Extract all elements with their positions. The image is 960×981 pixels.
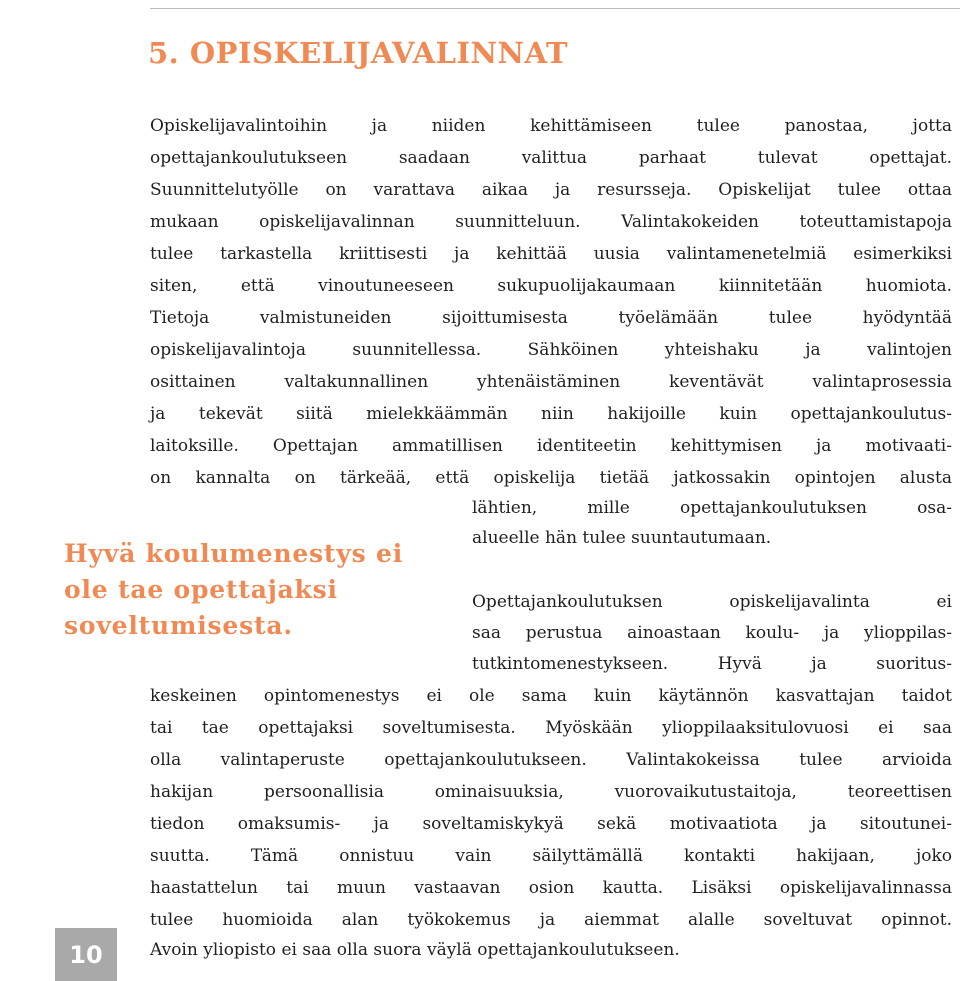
- body-line: osittainen valtakunnallinen yhtenäistäminen keventävät valintaprosessia: [150, 372, 952, 392]
- page-number: 10: [55, 928, 117, 981]
- body-line: ja tekevät siitä mielekkäämmän niin hakijoille kuin opettajankoulutus-: [150, 404, 952, 424]
- body-line: Opiskelijavalintoihin ja niiden kehittämiseen tulee panostaa, jotta: [150, 116, 952, 136]
- section-heading: 5. OPISKELIJAVALINNAT: [148, 36, 569, 70]
- body-line: siten, että vinoutuneeseen sukupuolijakaumaan kiinnitetään huomiota.: [150, 276, 952, 296]
- body-line: opiskelijavalintoja suunnitellessa. Sähköinen yhteishaku ja valintojen: [150, 340, 952, 360]
- top-rule: [150, 8, 960, 9]
- body-line: saa perustua ainoastaan koulu- ja ylioppilas-: [472, 623, 952, 643]
- body-line: Avoin yliopisto ei saa olla suora väylä opettajankoulutukseen.: [150, 940, 680, 960]
- body-line: Suunnittelutyölle on varattava aikaa ja resursseja. Opiskelijat tulee ottaa: [150, 180, 952, 200]
- body-line: tutkintomenestykseen. Hyvä ja suoritus-: [472, 654, 952, 674]
- body-line: opettajankoulutukseen saadaan valittua parhaat tulevat opettajat.: [150, 148, 952, 168]
- pull-quote-line: Hyvä koulumenestys ei: [64, 539, 403, 568]
- body-line: Tietoja valmistuneiden sijoittumisesta työelämään tulee hyödyntää: [150, 308, 952, 328]
- body-line: tai tae opettajaksi soveltumisesta. Myöskään ylioppilaaksitulovuosi ei saa: [150, 718, 952, 738]
- body-line: Opettajankoulutuksen opiskelijavalinta ei: [472, 592, 952, 612]
- body-line: suutta. Tämä onnistuu vain säilyttämällä kontakti hakijaan, joko: [150, 846, 952, 866]
- body-line: tulee huomioida alan työkokemus ja aiemmat alalle soveltuvat opinnot.: [150, 910, 952, 930]
- body-line: hakijan persoonallisia ominaisuuksia, vuorovaikutustaitoja, teoreettisen: [150, 782, 952, 802]
- body-line: haastattelun tai muun vastaavan osion kautta. Lisäksi opiskelijavalinnassa: [150, 878, 952, 898]
- body-line: alueelle hän tulee suuntautumaan.: [472, 528, 772, 548]
- pull-quote: [64, 536, 454, 644]
- body-line: mukaan opiskelijavalinnan suunnitteluun. Valintakokeiden toteuttamistapoja: [150, 212, 952, 232]
- body-line: tulee tarkastella kriittisesti ja kehittää uusia valintamenetelmiä esimerkiksi: [150, 244, 952, 264]
- pull-quote-line: soveltumisesta.: [64, 611, 293, 640]
- body-line: keskeinen opintomenestys ei ole sama kuin käytännön kasvattajan taidot: [150, 686, 952, 706]
- body-line: olla valintaperuste opettajankoulutukseen. Valintakokeissa tulee arvioida: [150, 750, 952, 770]
- body-line: laitoksille. Opettajan ammatillisen identiteetin kehittymisen ja motivaati-: [150, 436, 952, 456]
- body-line: on kannalta on tärkeää, että opiskelija tietää jatkossakin opintojen alusta: [150, 468, 952, 488]
- body-line: lähtien, mille opettajankoulutuksen osa-: [472, 498, 952, 518]
- body-line: tiedon omaksumis- ja soveltamiskykyä sekä motivaatiota ja sitoutunei-: [150, 814, 952, 834]
- pull-quote-line: ole tae opettajaksi: [64, 575, 338, 604]
